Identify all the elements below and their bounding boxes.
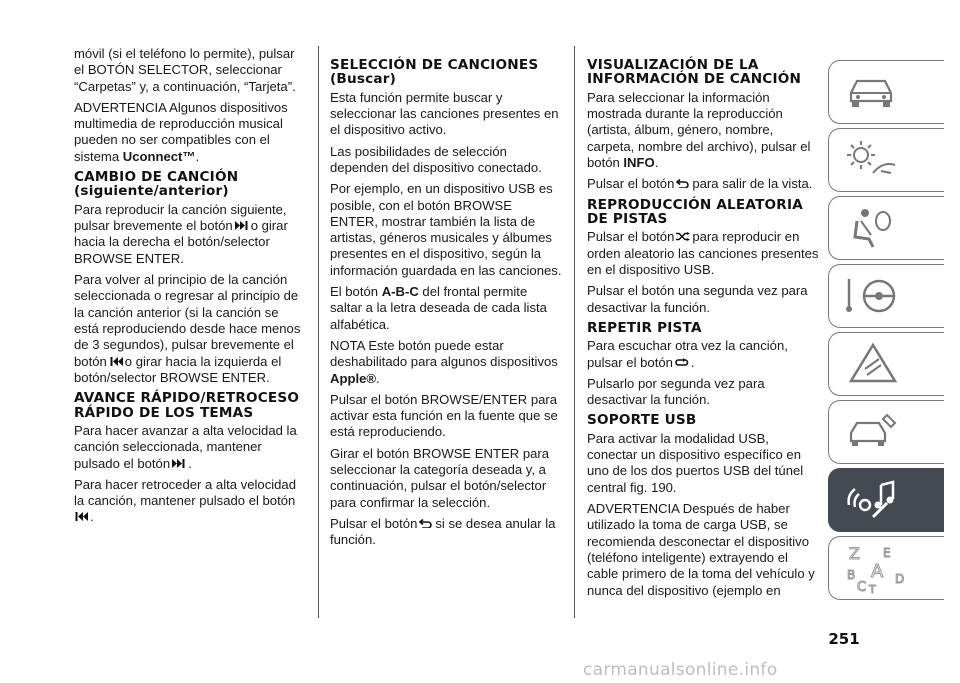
chapter-tab-emergency[interactable]	[828, 332, 944, 396]
index-letter: B	[847, 568, 856, 582]
next-track-icon	[172, 459, 186, 468]
index-letter: A	[871, 561, 884, 582]
paragraph: Para activar la modalidad USB, conectar un dispositivo específico en uno de los dos puertos USB del túnel central fig. 190.	[587, 430, 804, 495]
car-icon	[843, 67, 903, 117]
brand-uconnect: Uconnect™	[122, 148, 196, 164]
warning-triangle-icon	[843, 339, 903, 389]
seat-airbag-icon	[843, 203, 903, 253]
next-track-icon	[235, 221, 249, 230]
previous-track-icon	[109, 357, 123, 366]
paragraph	[74, 202, 304, 267]
heading-avance-rapido: AVANCE RÁPIDO/RETROCESO RÁPIDO DE LOS TEMAS	[74, 390, 300, 421]
paragraph	[587, 229, 819, 278]
punct: .	[654, 155, 659, 170]
brand-apple: Apple®	[330, 370, 377, 386]
page-number: 251	[828, 630, 860, 648]
paragraph: Las posibilidades de selección dependen del dispositivo conectado.	[330, 143, 542, 175]
paragraph	[587, 90, 819, 171]
text: NOTA Este botón puede estar deshabilitado para algunos dispositivos	[330, 337, 558, 370]
paragraph-warning: ADVERTENCIA Después de haber utilizado la toma de carga USB, se recomienda desconectar el dispositivo (teléfono inteligente) extrayendo el cable primero de la toma del vehículo y nunca del dispositivo (ejemplo en	[587, 501, 815, 598]
text: Para escuchar otra vez la canción, pulsar el botón	[587, 338, 788, 370]
index-letter: C	[857, 580, 867, 595]
sun-dashboard-icon	[843, 135, 903, 185]
shuffle-icon	[676, 232, 690, 241]
paragraph-note	[330, 338, 562, 387]
text: para salir de la vista.	[692, 176, 813, 192]
paragraph: Girar el botón BROWSE ENTER para seleccionar la categoría deseada y, a continuación, pulsar el botón/selector para confirmar la selección.	[330, 445, 550, 510]
back-arrow-icon	[419, 519, 433, 528]
text: Para hacer retroceder a alta velocidad la canción, mantener pulsado el botón	[74, 476, 296, 509]
repeat-icon	[675, 358, 689, 367]
text: Para reproducir la canción siguiente, pulsar brevemente el botón	[74, 201, 287, 234]
text: o girar hacia la derecha el botón/selector BROWSE ENTER.	[74, 218, 288, 266]
column-divider	[574, 46, 575, 618]
text: Pulsar el botón	[330, 515, 418, 531]
text: o girar hacia la izquierda el botón/selector BROWSE ENTER.	[74, 353, 282, 385]
paragraph	[330, 516, 562, 549]
previous-track-icon	[74, 512, 88, 521]
info-button-label: INFO	[623, 155, 655, 170]
chapter-tab-multimedia[interactable]	[828, 468, 944, 532]
heading-repetir-pista: REPETIR PISTA	[587, 319, 702, 336]
text: Para volver al principio de la canción seleccionada o regresar al principio de la canción anterior (si la canción se está reproduciendo desde hace menos de 3 segundos), pulsar brevemente el botón	[74, 272, 301, 369]
column-divider	[318, 46, 319, 618]
back-arrow-icon	[676, 179, 690, 188]
punct: .	[690, 354, 695, 370]
paragraph: móvil (si el teléfono lo permite), pulsar el BOTÓN SELECTOR, seleccionar “Carpetas” y, a continuación, “Tarjeta”.	[74, 46, 296, 94]
paragraph	[587, 338, 819, 371]
text: Para seleccionar la información mostrada durante la reproducción (artista, álbum, género, nombre, carpeta, nombre del archivo), pulsar el botón	[587, 89, 811, 170]
heading-seleccion-canciones: SELECCIÓN DE CANCIONES (Buscar)	[330, 57, 539, 88]
paragraph	[74, 477, 304, 526]
text: Para hacer avanzar a alta velocidad la canción seleccionada, mantener pulsado el botón	[74, 422, 297, 471]
text: para reproducir en orden aleatorio las canciones presentes en el dispositivo USB.	[587, 229, 819, 277]
heading-soporte-usb: SOPORTE USB	[587, 412, 697, 429]
paragraph	[587, 176, 819, 192]
punct: .	[195, 148, 200, 164]
text-column-2	[330, 46, 562, 554]
watermark: carmanualsonline.info	[583, 660, 778, 680]
index-letters-icon	[843, 543, 913, 595]
warning-text: ADVERTENCIA Algunos dispositivos multimedia de reproducción musical pueden no ser compatibles con el sistema	[74, 99, 288, 164]
paragraph	[74, 272, 304, 386]
text: si se desea anular la función.	[330, 515, 556, 548]
abc-button-label: A-B-C	[381, 284, 419, 300]
text: Pulsar el botón	[587, 229, 675, 245]
paragraph: Esta función permite buscar y seleccionar las canciones presentes en el dispositivo activo.	[330, 89, 559, 138]
chapter-tab-dashboard[interactable]	[828, 128, 944, 192]
chapter-tab-car[interactable]	[828, 60, 944, 124]
punct: .	[90, 509, 94, 525]
paragraph-warning	[74, 100, 304, 165]
paragraph: Por ejemplo, en un dispositivo USB es posible, con el botón BROWSE ENTER, mostrar también la lista de artistas, géneros musicales y álbumes presentes en el dispositivo, según la información guardada en las canciones.	[330, 181, 562, 278]
paragraph	[74, 423, 304, 472]
index-letter: T	[869, 583, 876, 595]
text: El botón	[330, 284, 379, 300]
text: Pulsar el botón	[587, 176, 675, 192]
chapter-tab-safety[interactable]	[828, 196, 944, 260]
chapter-tab-driving[interactable]	[828, 264, 944, 328]
punct: .	[188, 455, 192, 471]
index-letter: D	[895, 572, 905, 586]
steering-wheel-icon	[843, 271, 903, 321]
text-column-1	[74, 46, 304, 531]
chapter-tab-maintenance[interactable]	[828, 400, 944, 464]
multimedia-icon	[843, 475, 903, 525]
punct: .	[376, 370, 380, 386]
paragraph: Pulsar el botón BROWSE/ENTER para activar esta función en la fuente que se está reproduciendo.	[330, 391, 558, 440]
paragraph: Pulsar el botón una segunda vez para desactivar la función.	[587, 283, 808, 315]
text-column-3	[587, 46, 819, 604]
index-letter: Z	[849, 544, 860, 563]
heading-cambio-cancion: CAMBIO DE CANCIÓN (siguiente/anterior)	[74, 169, 239, 200]
index-letter: E	[883, 546, 891, 560]
car-service-icon	[843, 407, 903, 457]
paragraph: Pulsarlo por segunda vez para desactivar la función.	[587, 375, 765, 408]
text: del frontal permite saltar a la letra deseada de cada lista alfabética.	[330, 284, 547, 332]
heading-reproduccion-aleatoria: REPRODUCCIÓN ALEATORIA DE PISTAS	[587, 196, 803, 227]
heading-visualizacion: VISUALIZACIÓN DE LA INFORMACIÓN DE CANCIÓN	[587, 57, 802, 88]
chapter-tab-index[interactable]	[828, 536, 944, 600]
paragraph	[330, 284, 562, 333]
